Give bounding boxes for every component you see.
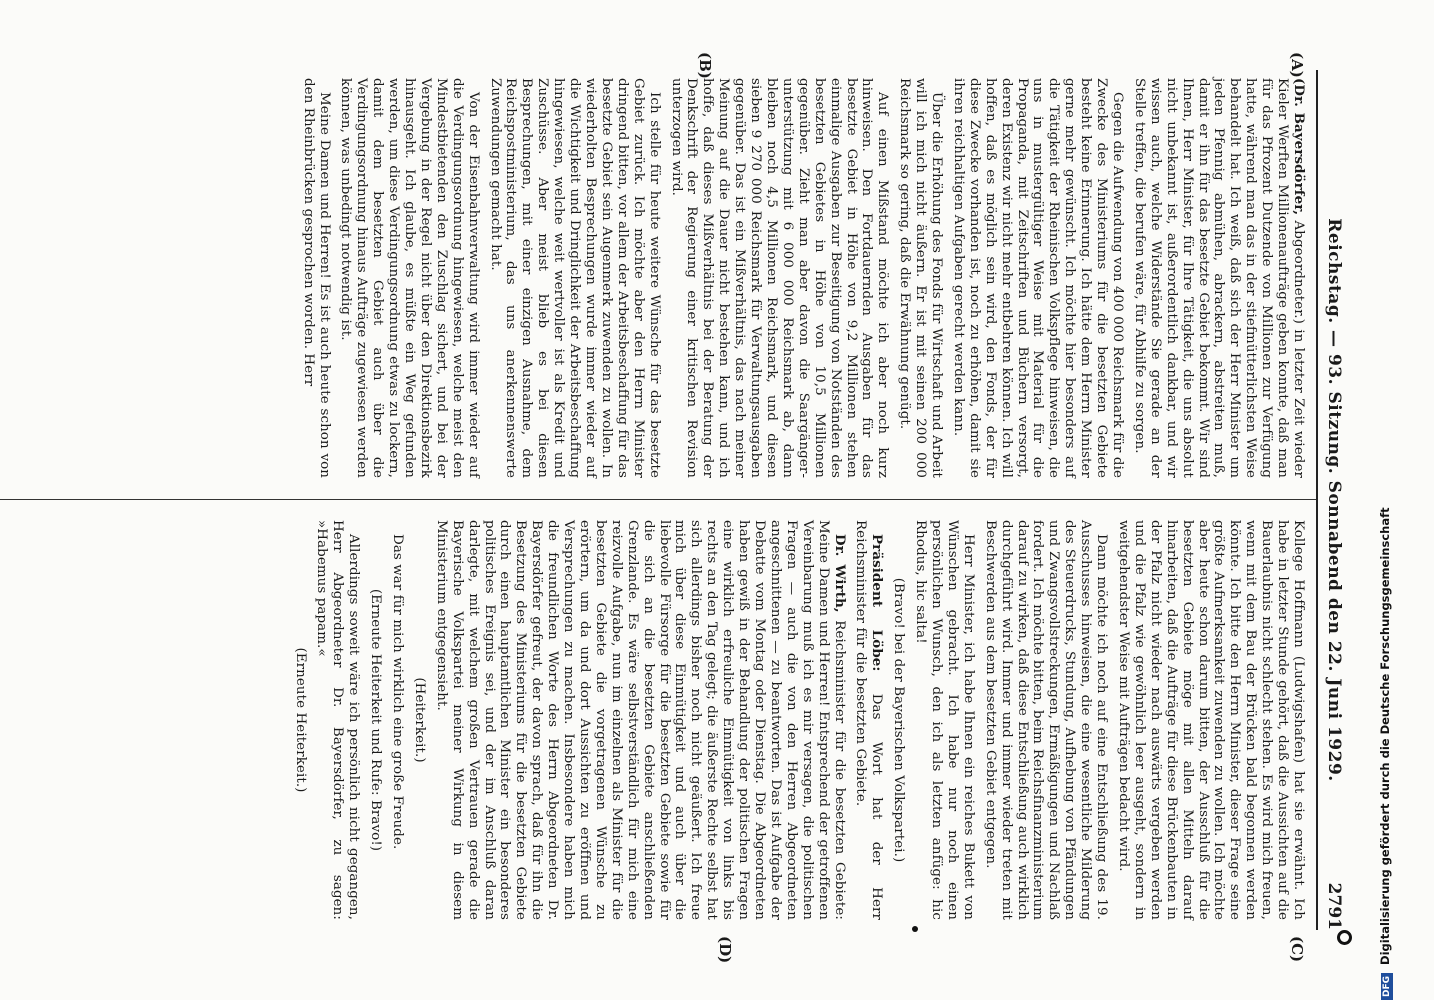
margin-mark-b: (B): [696, 52, 714, 79]
margin-mark-a: (A): [1288, 52, 1306, 78]
left-paragraph: Auf einen Mißstand möchte ich aber noch kurz hinweisen. Den Fortdauernden Ausgaben für das besetzte Gebiet in Höhe von 9,2 Millionen stehen einmalige Ausgaben zur Beseitigung von Notständen des besetzten Gebietes in Höhe von 10,5 Millionen gegenüber. Zieht man aber davon die Saargänger-unterstützung mit 6 000 000 Reichsmark ab, dann bleiben noch 4,5 Millionen Reichsmark, und diesen sieben 9 270 000 Reichsmark für Verwaltungsausgaben gegenüber. Das ist ein Mißverhältnis, das nach meiner Meinung auf die Dauer nicht bestehen kann, und ich hoffe, daß dieses Mißverhältnis bei der Beratung der Denkschrift der Regierung einer kritischen Revision unterzogen wird.: [668, 78, 891, 478]
page-header: [1316, 70, 1348, 930]
paragraph-text: Reichsminister für die besetzten Gebiete: Meine Damen und Herren! Entsprechend der getroffenen Vereinbarung muß ich es mir versagen, die politischen Fragen — auch die von den Herren Abgeordneten angeschnittenen — zu beantworten. Das ist Aufgabe der Debatte vom Montag oder Dienstag. Die Abgeordneten haben gewiß in der Behandlung der politischen Fragen eine wirklich erfreuliche Einmütigkeit von links bis rechts an den Tag gelegt; die äußerste Rechte selbst hat sich allerdings bisher noch nicht geäußert. Ich freue mich über diese Einmütigkeit und auch über die liebevolle Fürsorge für die besetzten Gebiete sowie für die sich an die besetzten Gebiete anschließenden Grenzlande. Es wäre selbstverständlich für mich eine reizvolle Aufgabe, nun im einzelnen als Minister für die besetzten Gebiete die vorgetragenen Wünsche zu erörtern, um da und dort Aussichten zu eröffnen und Versprechungen zu machen. Insbesondere haben mich die freundlichen Worte des Herrn Abgeordneten Dr. Bayersdörfer gefreut, der davon sprach, daß für ihn die Besetzung des Ministeriums für die besetzten Gebiete durch einen hauptamtlichen Minister ein besonderes politisches Ereignis sei, und der im Anschluß daran darlegte, mit welchem großen Vertrauen gerade die Bayerische Volkspartei meiner Wirkung in diesem Ministerium entgegensieht.: [433, 520, 847, 920]
dfg-logo: DFG: [1381, 973, 1393, 1000]
right-column: [286, 520, 1306, 920]
applause-note: (Erneute Heiterkeit und Rufe: Bravo!): [368, 588, 384, 852]
ring-mark-icon: [1337, 930, 1352, 945]
dot-mark-icon: [912, 926, 918, 932]
right-paragraph: [853, 520, 885, 920]
left-paragraph: Meine Damen und Herren! Es ist auch heute schon von den Rheinbrücken gesprochen worden. Herr: [300, 78, 332, 478]
paragraph-text: in letzter Zeit wieder Kieler Werften Millionenaufträge geben konnte, daß man für das Pfrozent Dutzende von Millionen zur Verfügung hatte, während man das in der stiefmütterlichsten Weise behandelt hat. Ich weiß, daß sich der Herr Minister um jeden Pfennig abmühen, abrackern, abstreiten muß, damit er ihn für das besetzte Gebiet bekommt. Wir sind Ihnen, Herr Minister, für Ihre Tätigkeit, die uns absolut nicht unbekannt ist, außerordentlich dankbar, und wir wissen auch, welche Widerstände Sie gerade an der Stelle treffen, die berufen wäre, für Abhilfe zu sorgen.: [1131, 78, 1306, 478]
footer-credit: [1378, 0, 1393, 1000]
laughter-note: (Heiterkeit.): [411, 677, 427, 763]
speaker-name: (Dr. Bayersdörfer,: [1291, 78, 1307, 216]
right-paragraph: Kollege Hoffmann (Ludwigshafen) hat sie erwähnt. Ich habe in letzter Stunde gehört, daß die Aussichten auf die Bauerlaubnis nicht schlecht stehen. Es wird mich freuen, wenn mit dem Bau der Brücken bald begonnen werden könnte. Ich bitte den Herrn Minister, dieser Frage seine größte Aufmerksamkeit zuwenden zu wollen. Ich möchte aber heute schon darum bitten, der Ausschluß für die besetzten Gebiete möge mit allen Mitteln darauf hinarbeiten, daß die Aufträge für diese Brückenbauten in der Pfalz nicht wieder nach auswärts vergeben werden und die Pfalz wie gewöhnlich leer ausgeht, sondern in weitgehendster Weise mit Aufträgen bedacht wird.: [1116, 520, 1306, 920]
left-paragraph: Ich stelle für heute weitere Wünsche für das besetzte Gebiet zurück. Ich möchte aber den Herrn Minister dringend bitten, vor allem der Arbeitsbeschaffung für das besetzte Gebiet sein Augenmerk zuwenden zu wollen. In wiederholten Besprechungen wurde immer wieder auf die Wichtigkeit und Dringlichkeit der Arbeitsbeschaffung hingewiesen, welche weit wertvoller ist als Kredit und Zuschüsse. Aber meist blieb es bei diesen Besprechungen, mit einer einzigen Ausnahme, dem Reichspostministerium, das uns anerkennenswerte Zuwendungen gemacht hat.: [487, 78, 662, 478]
speaker-role: Abgeordneter.): [1291, 220, 1306, 324]
applause-note: (Bravo! bei der Bayerischen Volkspartei.): [891, 577, 907, 863]
right-paragraph: Das war für mich wirklich eine große Freude.: [390, 534, 406, 850]
right-paragraph: Dann möchte ich noch auf eine Entschließung des 19. Ausschusses hinweisen, die eine wesentliche Milderung des Steuerdrucks, Stundung, Aufhebung von Pfändungen und Zwangsvollstreckungen, Ermäßigungen und Nachlaß fordert. Ich möchte bitten, beim Reichsfinanzministerium darauf zu wirken, daß diese Entschließung auch wirklich durchgeführt wird. Immer und immer wieder treten mit Beschwerden aus dem besetzten Gebiet entgegen.: [982, 520, 1110, 920]
left-paragraph: Gegen die Aufwendung von 400 000 Reichsmark für die Zwecke des Ministeriums für die besetzten Gebiete besteht keine Erinnerung. Ich hätte dem Herrn Minister gerne mehr gewünscht. Ich möchte hier besonders auf die Tätigkeit der Rheinischen Volkspflege hinweisen, die uns in mustergültiger Weise mit Material für die Propaganda, mit Zeitschriften und Büchern versorgt, deren Existenz wir nicht mehr entbehren können. Ich will hoffen, daß es möglich sein wird, den Fonds, der für diese Zwecke vorhanden ist, noch zu erhöhen, damit sie ihren reichhaltigen Aufgaben gerecht werden kann.: [950, 78, 1126, 478]
footer-credit-text: Digitalisierung gefördert durch die Deutsche Forschungsgemeinschaft: [1378, 507, 1392, 965]
left-column: [294, 78, 1306, 478]
right-paragraph: [433, 520, 847, 920]
margin-mark-c: (C): [1288, 936, 1306, 963]
left-paragraph: [1131, 78, 1306, 478]
footer-credit-strip: [1370, 0, 1434, 997]
page-header-title: Reichstag. — 93. Sitzung. Sonnabend den 22. Juni 1929.: [1324, 218, 1344, 782]
right-paragraph: Herr Minister, ich habe Ihnen ein reiches Bukett von Wünschen gebracht. Ich habe nur noch einen persönlichen Wunsch, den ich als letzten anfüge: hic Rhodus, hic salta!: [913, 520, 976, 920]
page-number: 2791: [1324, 882, 1344, 930]
left-paragraph: Von der Eisenbahnverwaltung wird immer wieder auf die Verdingungsordnung hingewiesen, welche meist den Mindestbietenden den Zuschlag sichert, und bei der Vergebung in der Regel nicht über den Direktionsbezirk hinausgeht. Ich glaube, es müßte ein Weg gefunden werden, um diese Verdingungsordnung etwas zu lockern, damit dem besetzten Gebiet auch über die Verdingungsordnung hinaus Aufträge zugewiesen werden können, was unbedingt notwendig ist.: [338, 78, 481, 478]
laughter-note: (Erneute Heiterkeit.): [292, 647, 308, 793]
speaker-name: Präsident Löbe:: [869, 534, 886, 672]
speaker-name: Dr. Wirth,: [831, 534, 848, 613]
margin-mark-d: (D): [716, 936, 734, 964]
left-paragraph: Über die Erhöhung des Fonds für Wirtschaft und Arbeit will ich mich nicht äußern. Er ist mit seinen 200 000 Reichsmark so gering, daß die Erwähnung genügt.: [897, 78, 945, 478]
right-paragraph: Allerdings soweit wäre ich persönlich nicht gegangen, Herr Abgeordneter Dr. Bayersdörfer, zu sagen: »Habemus papam.«: [314, 520, 362, 920]
paragraph-text: Das Wort hat der Herr Reichsminister für die besetzten Gebiete.: [853, 520, 885, 920]
column-divider: [0, 499, 1316, 500]
